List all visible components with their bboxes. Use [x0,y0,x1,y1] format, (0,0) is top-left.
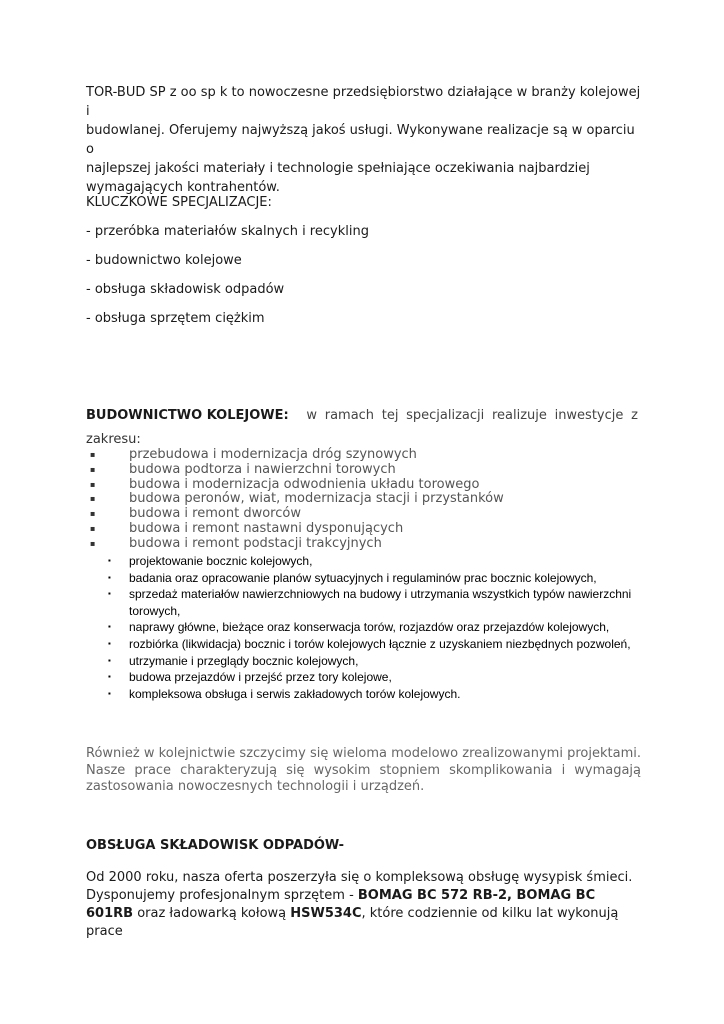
railway-intro-word: z [631,408,638,423]
list-item: ▪ budowa peronów, wiat, modernizacja stacji i przystanków [90,491,504,507]
intro-line: budowlanej. Oferujemy najwyższą jakoś usługi. Wykonywane realizacje są w oparciu o [86,123,635,157]
bullet-icon: ▪ [90,479,96,489]
list-item: ▪ utrzymanie i przeglądy bocznic kolejowych, [108,653,359,668]
equipment-models: BOMAG BC 572 RB-2, BOMAG BC 601RB [86,888,596,921]
list-item: ▪ sprzedaż materiałów nawierzchniowych na budowy i utrzymania wszystkich typów nawierzchni torowych, [108,587,632,618]
railway-heading-line [86,406,638,426]
intro-paragraph [86,83,642,197]
bullet-icon: ▪ [90,523,96,533]
bullet-icon: ▪ [108,589,111,599]
list-item: ▪ badania oraz opracowanie planów sytuacyjnych i regulaminów prac bocznic kolejowych, [108,570,597,585]
bullet-icon: ▪ [108,572,111,582]
bullet-icon: ▪ [90,450,96,459]
railway-intro-word: ramach [324,408,375,423]
list-item: ▪ budowa przejazdów i przejść przez tory kolejowe, [108,670,392,685]
railway-intro-word: w [306,408,318,423]
list-item: ▪ budowa podtorza i nawierzchni torowych [90,461,396,477]
list-item: ▪ naprawy główne, bieżące oraz konserwacja torów, rozjazdów oraz przejazdów kolejowych, [108,620,610,635]
list-item: ▪ przebudowa i modernizacja dróg szynowych [90,447,417,462]
railway-scope-list [86,448,646,552]
list-item: ▪ budowa i modernizacja odwodnienia układu torowego [90,476,480,492]
railway-services-list [86,553,646,702]
intro-line: najlepszej jakości materiały i technologie spełniające oczekiwania najbardziej [86,161,590,176]
waste-equipment-text: Dysponujemy profesjonalnym sprzętem - BOMAG BC 572 RB-2, BOMAG BC 601RB oraz ładowarką kołową HSW534C, które codziennie od kilku lat wykonują prace [86,888,619,939]
railway-intro-word: realizuje [491,408,547,423]
bullet-icon: ▪ [108,622,111,632]
list-item: ▪ budowa i remont nastawni dysponujących [90,520,404,536]
railway-intro-word: specjalizacji [406,408,485,423]
bullet-icon: ▪ [90,509,96,519]
list-item: ▪ projektowanie bocznic kolejowych, [108,554,313,568]
waste-heading: OBSŁUGA SKŁADOWISK ODPADÓW- [86,838,345,853]
railway-intro-continuation: zakresu: [86,432,141,447]
railway-intro-word: tej [381,408,399,423]
list-item: ▪ budowa i remont podstacji trakcyjnych [90,535,382,551]
specializations-heading: KLUCZKOWE SPECJALIZACJE: [86,195,272,210]
railway-summary-paragraph: Również w kolejnictwie szczycimy się wieloma modelowo zrealizowanymi projektami. Nasze prace charakteryzują się wysokim stopniem skomplikowania i wymagają zastosowania nowoczesnych technologii i urządzeń. [86,746,641,794]
bullet-icon: ▪ [108,655,111,665]
bullet-icon: ▪ [108,672,111,682]
list-item: ▪ kompleksowa obsługa i serwis zakładowych torów kolejowych. [108,686,461,701]
railway-intro-word: inwestycje [554,408,624,423]
bullet-icon: ▪ [90,464,96,474]
bullet-icon: ▪ [108,556,111,565]
list-item: ▪ rozbiórka (likwidacja) bocznic i torów kolejowych łącznie z uzyskaniem niezbędnych pozwoleń, [108,636,631,651]
railway-heading: BUDOWNICTWO KOLEJOWE: [86,408,289,423]
specialization-item: - obsługa sprzętem ciężkim [86,311,265,326]
bullet-icon: ▪ [108,688,111,698]
list-item: ▪ budowa i remont dworców [90,506,301,522]
specialization-item: - przeróbka materiałów skalnych i recykling [86,224,369,239]
bullet-icon: ▪ [90,494,96,504]
bullet-icon: ▪ [108,638,111,648]
waste-paragraph [86,869,646,941]
intro-line: TOR-BUD SP z oo sp k to nowoczesne przedsiębiorstwo działające w branży kolejowej i [86,85,641,119]
loader-model: HSW534C [290,906,362,921]
specialization-item: - budownictwo kolejowe [86,253,242,268]
bullet-icon: ▪ [90,538,96,548]
specialization-item: - obsługa składowisk odpadów [86,282,285,297]
waste-line: Od 2000 roku, nasza oferta poszerzyła się o kompleksową obsługę wysypisk śmieci. [86,870,633,885]
intro-line: wymagających kontrahentów. [86,180,280,195]
